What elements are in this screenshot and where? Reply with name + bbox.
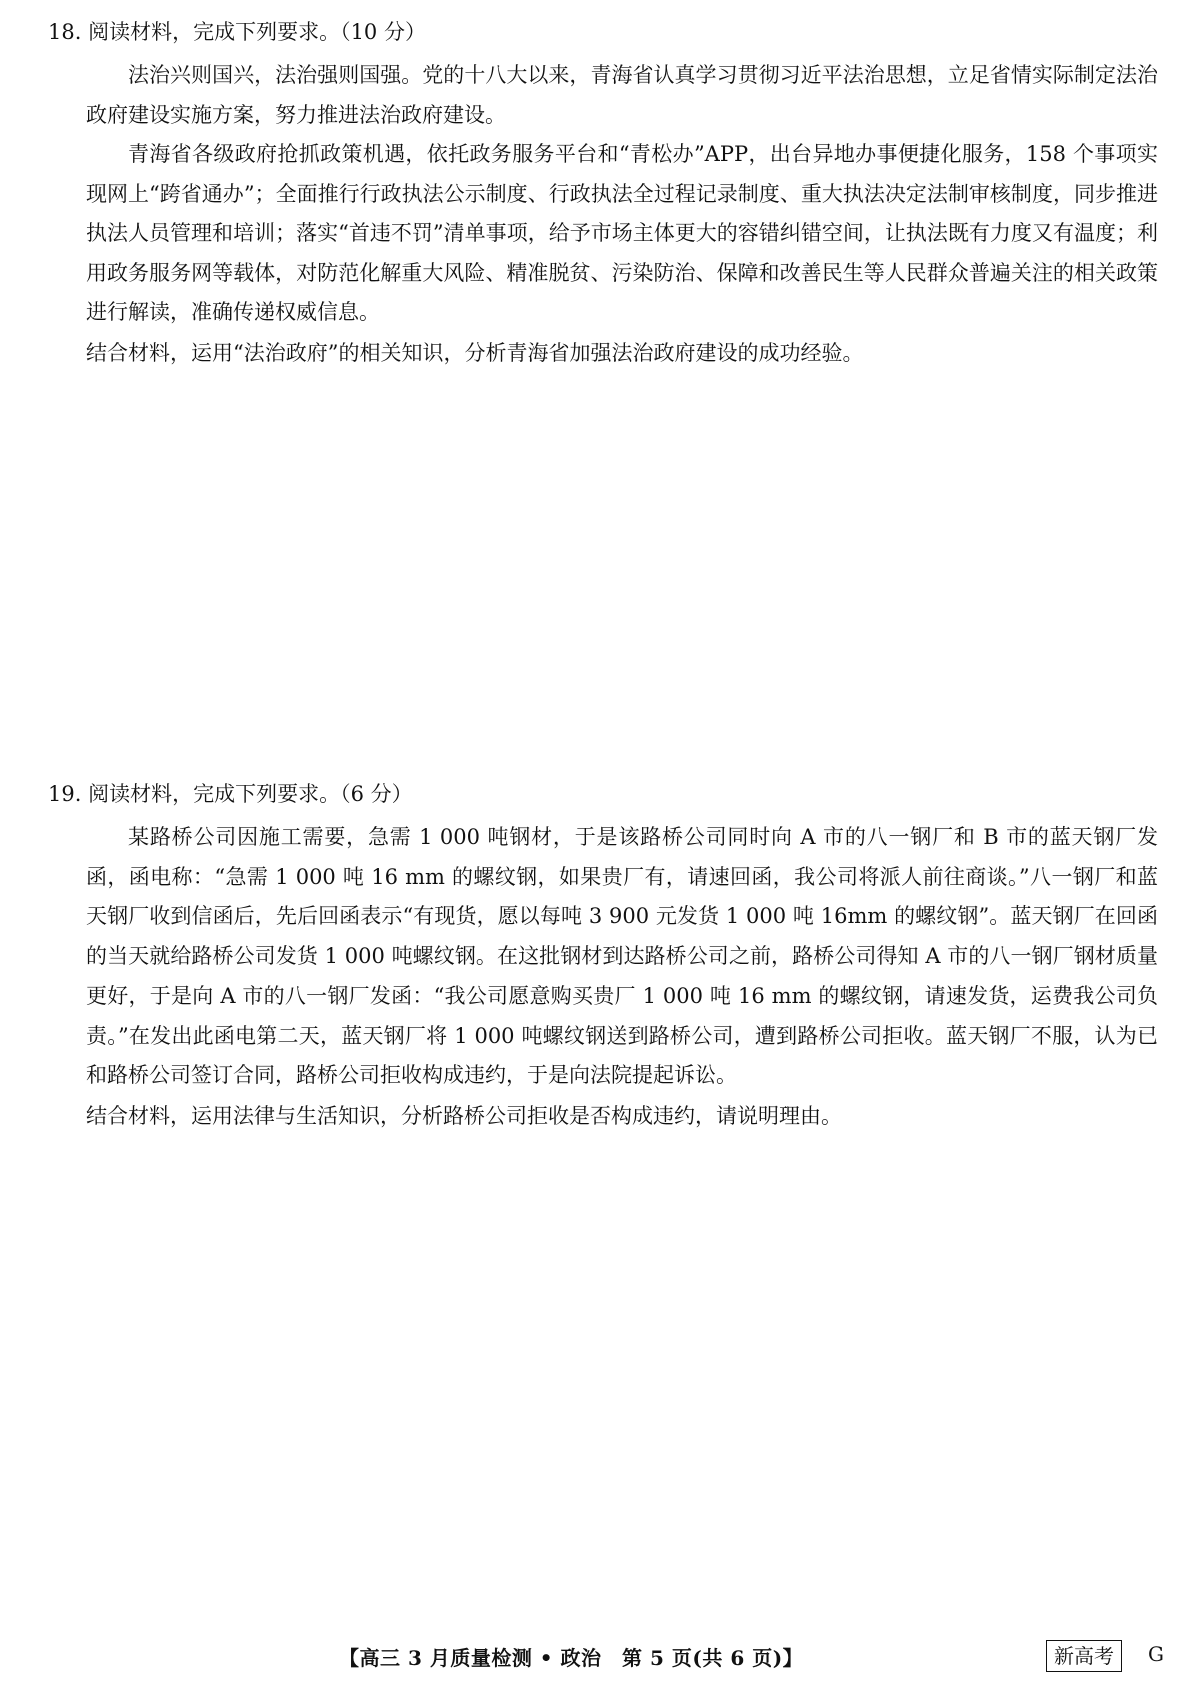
- question-18-paragraph-2: 青海省各级政府抢抓政策机遇，依托政务服务平台和“青松办”APP，出台异地办事便捷化服务，158 个事项实现网上“跨省通办”；全面推行行政执法公示制度、行政执法全过程记录制度、重大执法决定法制审核制度，同步推进执法人员管理和培训；落实“首违不罚”清单事项，给予市场主体更大的容错纠错空间，让执法既有力度又有温度；利用政务服务网等载体，对防范化解重大风险、精准脱贫、污染防治、保障和改善民生等人民群众普遍关注的相关政策进行解读，准确传递权威信息。: [86, 142, 1158, 324]
- footer-page-info: 【高三 3 月质量检测 • 政治 第 5 页(共 6 页)】: [339, 1646, 804, 1670]
- footer-version-code: G: [1148, 1642, 1164, 1666]
- question-18-paragraph-1: 法治兴则国兴，法治强则国强。党的十八大以来，青海省认真学习贯彻习近平法治思想，立足省情实际制定法治政府建设实施方案，努力推进法治政府建设。: [86, 63, 1158, 127]
- question-18: [48, 14, 1158, 373]
- question-19-prompt: 结合材料，运用法律与生活知识，分析路桥公司拒收是否构成违约，请说明理由。: [86, 1103, 842, 1128]
- footer-exam-badge: 新高考: [1046, 1640, 1122, 1672]
- question-18-heading: 18. 阅读材料，完成下列要求。（10 分）: [48, 20, 426, 44]
- page-footer: [0, 1640, 1200, 1674]
- question-18-prompt: 结合材料，运用“法治政府”的相关知识，分析青海省加强法治政府建设的成功经验。: [86, 340, 864, 365]
- question-19-paragraph-1: 某路桥公司因施工需要，急需 1 000 吨钢材，于是该路桥公司同时向 A 市的八一钢厂和 B 市的蓝天钢厂发函，函电称：“急需 1 000 吨 16 mm 的螺纹钢，如果贵厂有，请速回函，我公司将派人前往商谈。”八一钢厂和蓝天钢厂收到信函后，先后回函表示“有现货，愿以每吨 3 900 元发货 1 000 吨 16mm 的螺纹钢”。蓝天钢厂在回函的当天就给路桥公司发货 1 000 吨螺纹钢。在这批钢材到达路桥公司之前，路桥公司得知 A 市的八一钢厂钢材质量更好，于是向 A 市的八一钢厂发函：“我公司愿意购买贵厂 1 000 吨 16 mm 的螺纹钢，请速发货，运费我公司负责。”在发出此函电第二天，蓝天钢厂将 1 000 吨螺纹钢送到路桥公司，遭到路桥公司拒收。蓝天钢厂不服，认为已和路桥公司签订合同，路桥公司拒收构成违约，于是向法院提起诉讼。: [86, 825, 1158, 1088]
- question-19-heading: 19. 阅读材料，完成下列要求。（6 分）: [48, 782, 413, 806]
- question-19: [48, 776, 1158, 1136]
